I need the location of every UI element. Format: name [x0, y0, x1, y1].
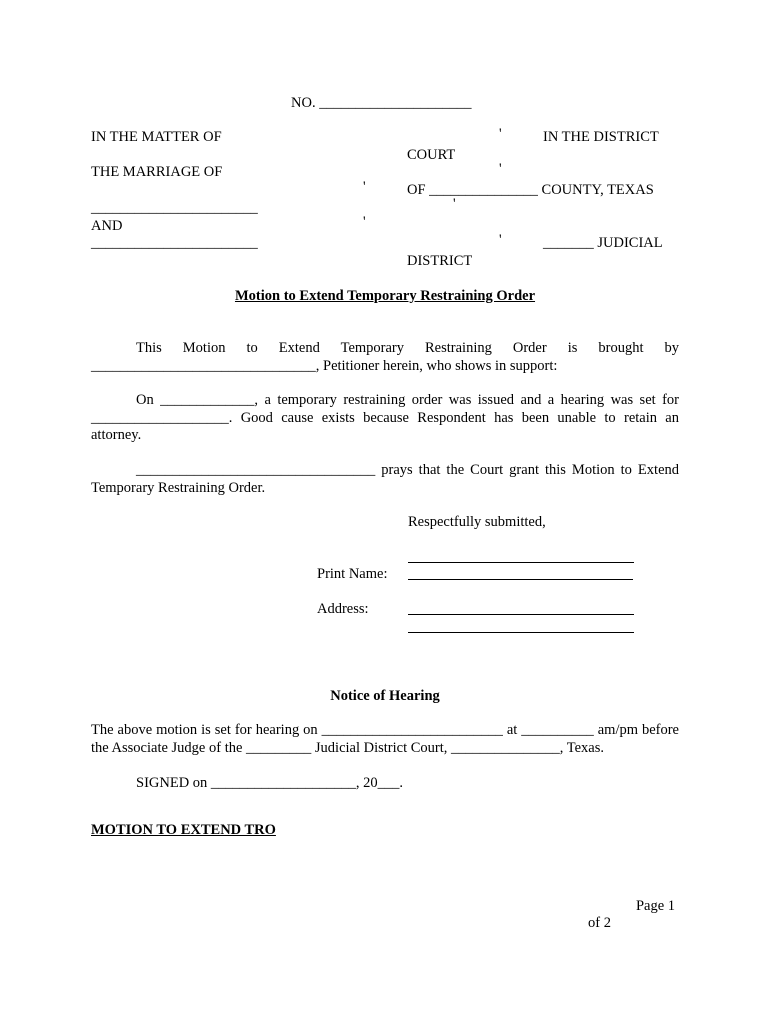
- caption-separator: ': [453, 196, 456, 212]
- paragraph-facts-text: On _____________, a temporary restraining order was issued and a hearing was set for ___________________. Good cause exists because Respondent has been unable to retain an attorney.: [91, 392, 679, 443]
- caption-and: AND: [91, 218, 123, 234]
- page-number: Page 1: [635, 898, 675, 914]
- cause-number: NO. _____________________: [291, 95, 472, 111]
- caption-party2-blank: _______________________: [91, 235, 258, 251]
- notice-text: The above motion is set for hearing on _________________________ at __________ am/pm before the Associate Judge of the _________ Judicial District Court, _______________, Texas.: [91, 722, 679, 756]
- address-line-2: [408, 632, 634, 633]
- address-line-1: [408, 614, 634, 615]
- caption-matter-of: IN THE MATTER OF: [91, 129, 222, 145]
- paragraph-prayer-text: _________________________________ prays that the Court grant this Motion to Extend Temporary Restraining Order.: [91, 462, 679, 496]
- caption-separator: ': [499, 126, 502, 142]
- signature-line: [408, 562, 634, 563]
- caption-marriage-of: THE MARRIAGE OF: [91, 164, 223, 180]
- paragraph-intro: [91, 340, 679, 375]
- notice-title: Notice of Hearing: [330, 688, 440, 704]
- paragraph-intro-text: This Motion to Extend Temporary Restraining Order is brought by _______________________________, Petitioner herein, who shows in support:: [91, 340, 679, 374]
- caption-in-the-district: IN THE DISTRICT: [543, 129, 659, 145]
- print-name-label: Print Name:: [317, 566, 388, 582]
- caption-separator: ': [363, 179, 366, 195]
- caption-separator: ': [363, 214, 366, 230]
- caption-party1-blank: _______________________: [91, 200, 258, 216]
- closing: Respectfully submitted,: [408, 514, 546, 530]
- signed-line: SIGNED on ____________________, 20___.: [136, 775, 404, 791]
- caption-county: OF _______________ COUNTY, TEXAS: [407, 182, 654, 198]
- page-total: of 2: [588, 915, 611, 931]
- caption-district: DISTRICT: [407, 253, 473, 269]
- print-name-line: [408, 579, 633, 580]
- caption-court: COURT: [407, 147, 456, 163]
- caption-separator: ': [499, 161, 502, 177]
- document-title: Motion to Extend Temporary Restraining Order: [234, 288, 536, 304]
- caption-separator: ': [499, 232, 502, 248]
- footer-doc-title: MOTION TO EXTEND TRO: [91, 822, 276, 838]
- paragraph-facts: [91, 392, 679, 445]
- caption-judicial: _______ JUDICIAL: [543, 235, 663, 251]
- address-label: Address:: [317, 601, 369, 617]
- paragraph-prayer: [91, 462, 679, 497]
